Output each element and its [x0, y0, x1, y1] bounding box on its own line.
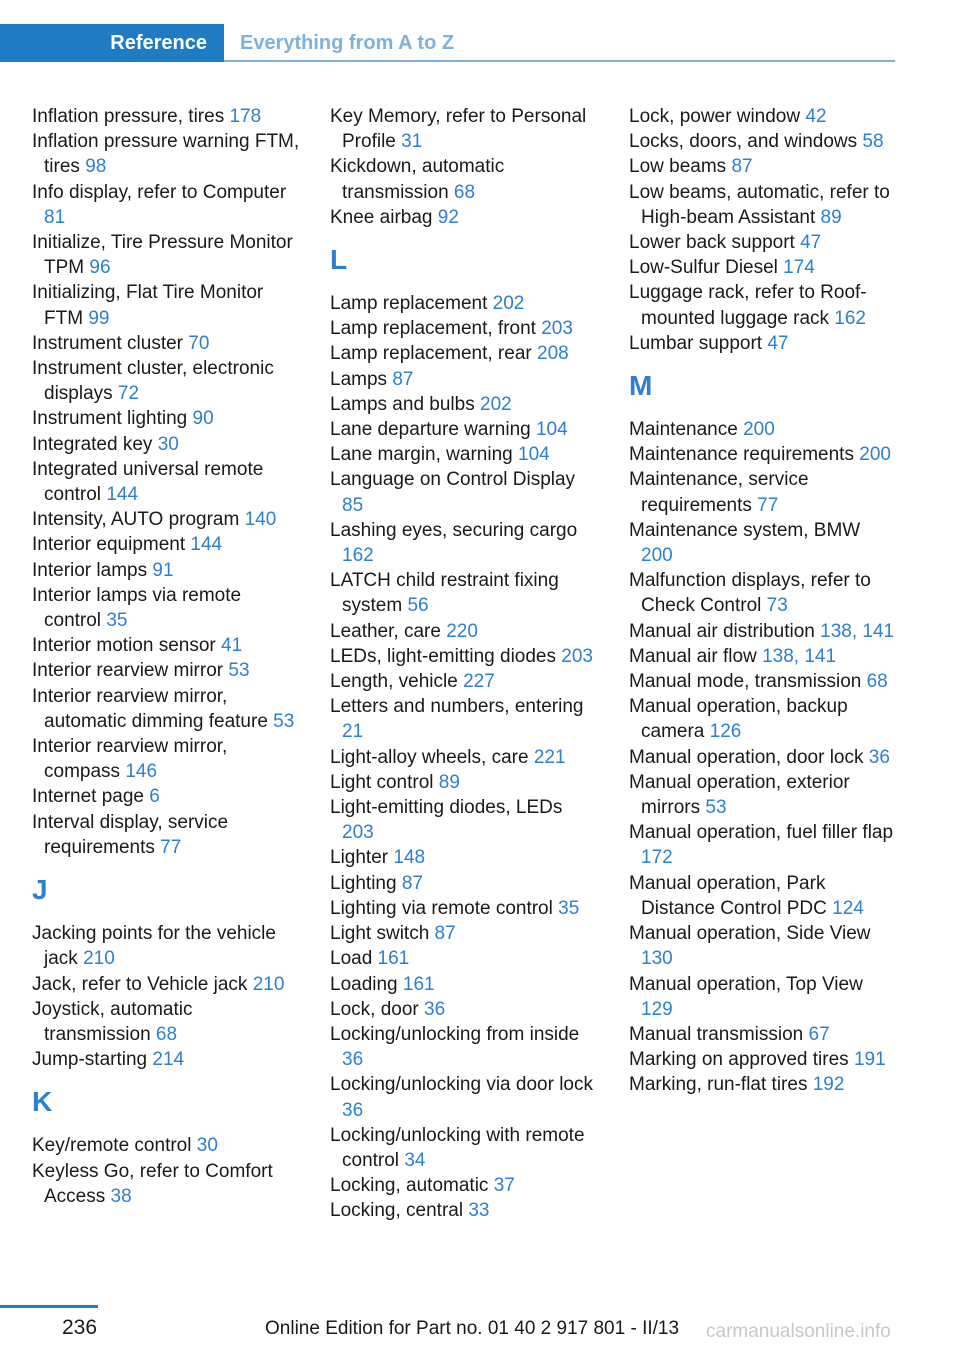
- index-entry: [330, 669, 598, 694]
- page-reference-link[interactable]: 68: [155, 1023, 178, 1045]
- section-tab[interactable]: Reference: [0, 24, 224, 62]
- index-entry: [629, 820, 897, 870]
- page-reference-link[interactable]: 90: [192, 408, 214, 430]
- index-entry-text: Load: [330, 948, 378, 970]
- index-entry-text: Jack, refer to Vehicle jack: [32, 973, 253, 995]
- index-entry-text: Manual air flow: [629, 645, 763, 667]
- index-entry-text: Lower back support: [629, 232, 801, 254]
- page-reference-link[interactable]: 41: [221, 635, 243, 657]
- index-entry: [330, 896, 598, 921]
- index-entry-text: Interior rearview mirror: [32, 660, 229, 682]
- index-entry: [629, 154, 897, 179]
- index-entry-text: Manual operation, Top View: [629, 973, 863, 995]
- index-entry-text: Interval display, service requirements: [32, 811, 229, 858]
- page-reference-link[interactable]: 98: [85, 156, 107, 178]
- footer-rule: [0, 1305, 98, 1308]
- index-entry-text: Manual transmission: [629, 1023, 809, 1045]
- index-entry: [330, 1173, 598, 1198]
- index-entry-text: Marking, run-flat tires: [629, 1074, 813, 1096]
- page-reference-link[interactable]: 202: [480, 393, 512, 415]
- index-entry: [32, 180, 300, 230]
- index-entry-text: Locking, automatic: [330, 1175, 494, 1197]
- index-entry-text: Key/remote control: [32, 1135, 197, 1157]
- page-reference-link[interactable]: 148: [393, 847, 426, 869]
- index-entry: [330, 1198, 598, 1223]
- page-reference-link[interactable]: 77: [160, 836, 182, 858]
- index-entry-text: Lock, power window: [629, 106, 806, 127]
- index-entry: [330, 392, 598, 417]
- page-reference-link[interactable]: 192: [812, 1074, 845, 1096]
- page-reference-link[interactable]: 37: [493, 1175, 515, 1197]
- index-entry-text: Locking/unlocking with remote control: [330, 1124, 585, 1171]
- index-letter-heading: K: [32, 1086, 53, 1118]
- index-entry-text: Lumbar support: [629, 332, 768, 354]
- page-reference-link[interactable]: 77: [757, 494, 779, 516]
- page-reference-link[interactable]: 36: [868, 746, 890, 768]
- page-reference-link[interactable]: 36: [342, 1049, 364, 1071]
- page-reference-link[interactable]: 92: [437, 206, 459, 228]
- index-entry-text: Language on Control Display: [330, 469, 576, 491]
- index-entry-text: Key Memory, refer to Personal Profile: [330, 106, 587, 153]
- index-entry: [629, 180, 897, 230]
- page-reference-link[interactable]: 162: [342, 545, 374, 567]
- index-entry-text: LATCH child restraint fixing system: [330, 570, 559, 617]
- page-reference-link[interactable]: 138, 141: [762, 645, 837, 667]
- index-entry: [330, 442, 598, 467]
- page-reference-link[interactable]: 72: [117, 383, 140, 405]
- index-entry-text: Lighting via remote control: [330, 897, 559, 919]
- page-reference-link[interactable]: 210: [83, 948, 115, 970]
- index-entry-text: Marking on approved tires: [629, 1049, 854, 1071]
- index-entry: [330, 367, 598, 392]
- page-reference-link[interactable]: 200: [641, 545, 673, 567]
- index-entry: [629, 467, 897, 517]
- index-column-3: [629, 104, 897, 1098]
- page-reference-link[interactable]: 30: [157, 433, 179, 455]
- index-entry-text: Locking/unlocking via door lock: [330, 1074, 593, 1096]
- index-entry: [330, 946, 598, 971]
- page-reference-link[interactable]: 70: [188, 332, 210, 354]
- index-entry-text: Manual operation, fuel filler flap: [629, 822, 894, 844]
- watermark: carmanualsonline.info: [706, 1321, 891, 1342]
- page-reference-link[interactable]: 42: [805, 106, 827, 127]
- index-entry: [330, 795, 598, 845]
- page-reference-link[interactable]: 200: [743, 419, 775, 441]
- index-entry: [330, 694, 598, 744]
- index-entry-text: Low beams, automatic, refer to High-beam Assistant: [629, 181, 890, 228]
- index-entry: [330, 568, 598, 618]
- index-entry: [629, 255, 897, 280]
- index-entry: [629, 442, 897, 467]
- index-entry: [629, 694, 897, 744]
- index-entry-text: Lighter: [330, 847, 394, 869]
- index-entry-text: Lamps and bulbs: [330, 393, 480, 415]
- index-entry-text: Inflation pressure warning FTM, tires: [32, 131, 300, 178]
- breadcrumb[interactable]: Everything from A to Z: [240, 32, 455, 54]
- page-reference-link[interactable]: 146: [125, 761, 158, 783]
- page-reference-link[interactable]: 53: [705, 797, 727, 819]
- index-entry-text: Interior rearview mirror, automatic dimming feature: [32, 685, 274, 732]
- index-entry: [330, 291, 598, 316]
- index-entry-text: Manual air distribution: [629, 620, 821, 642]
- index-entry: [32, 532, 300, 557]
- index-entry-text: Instrument cluster, electronic displays: [32, 358, 274, 405]
- page-reference-link[interactable]: 140: [244, 509, 277, 531]
- index-entry: [629, 871, 897, 921]
- page-reference-link[interactable]: 221: [533, 746, 566, 768]
- index-entry: [330, 518, 598, 568]
- index-entry: [32, 972, 300, 997]
- index-entry-text: Low beams: [629, 156, 732, 178]
- page-reference-link[interactable]: 144: [190, 534, 223, 556]
- index-entry: [330, 770, 598, 795]
- index-entry-text: Internet page: [32, 786, 150, 808]
- page-reference-link[interactable]: 203: [561, 645, 593, 667]
- page-reference-link[interactable]: 200: [859, 444, 891, 466]
- index-entry-text: Integrated key: [32, 433, 158, 455]
- page-reference-link[interactable]: 214: [152, 1049, 185, 1071]
- index-entry: [32, 432, 300, 457]
- page-reference-link[interactable]: 124: [832, 897, 864, 919]
- index-entry: [32, 810, 300, 860]
- index-entry-text: Jacking points for the vehicle jack: [32, 923, 276, 970]
- page-reference-link[interactable]: 174: [783, 257, 815, 279]
- page-reference-link[interactable]: 161: [402, 973, 435, 995]
- page-reference-link[interactable]: 178: [229, 106, 262, 127]
- page-reference-link[interactable]: 33: [468, 1200, 490, 1222]
- index-entry-text: Lashing eyes, securing cargo: [330, 519, 578, 541]
- page-reference-link[interactable]: 203: [342, 822, 374, 844]
- index-entry-text: Letters and numbers, entering: [330, 696, 584, 718]
- index-entry: [629, 745, 897, 770]
- page-reference-link[interactable]: 144: [106, 484, 139, 506]
- index-entry-text: Manual operation, Side View: [629, 923, 871, 945]
- index-entry: [32, 558, 300, 583]
- index-entry: [32, 356, 300, 406]
- index-entry-text: Light control: [330, 771, 439, 793]
- index-entry-text: Lane margin, warning: [330, 444, 518, 466]
- page-reference-link[interactable]: 68: [866, 671, 888, 693]
- page-reference-link[interactable]: 47: [800, 232, 822, 254]
- page-reference-link[interactable]: 56: [407, 595, 429, 617]
- page-reference-link[interactable]: 129: [641, 998, 673, 1020]
- page-reference-link[interactable]: 36: [342, 1099, 364, 1121]
- index-entry-text: Kickdown, automatic transmission: [330, 156, 505, 203]
- index-entry-text: Manual operation, door lock: [629, 746, 869, 768]
- index-entry: [32, 406, 300, 431]
- index-entry-text: Lamps: [330, 368, 393, 390]
- page-reference-link[interactable]: 96: [89, 257, 111, 279]
- index-entry: [330, 316, 598, 341]
- index-entry-text: Locks, doors, and windows: [629, 131, 863, 153]
- index-entry: [32, 658, 300, 683]
- index-entry-text: Lane departure warning: [330, 419, 536, 441]
- index-entry-text: Interior lamps via remote control: [32, 584, 242, 632]
- index-entry-text: Lighting: [330, 872, 402, 894]
- index-entry-text: Luggage rack, refer to Roof-mounted luggage rack: [629, 282, 867, 329]
- index-entry-text: LEDs, light-emitting diodes: [330, 645, 562, 667]
- page-reference-link[interactable]: 47: [767, 332, 789, 354]
- index-entry: [629, 921, 897, 971]
- index-entry: [629, 331, 897, 356]
- index-entry: [32, 104, 300, 129]
- page-reference-link[interactable]: 87: [731, 156, 753, 178]
- page-reference-link[interactable]: 162: [834, 307, 866, 329]
- index-entry-text: Initialize, Tire Pressure Monitor TPM: [32, 232, 293, 279]
- page-reference-link[interactable]: 35: [106, 610, 128, 632]
- index-entry-text: Integrated universal remote control: [32, 458, 264, 506]
- index-entry: [629, 644, 897, 669]
- index-entry-text: Manual mode, transmission: [629, 671, 867, 693]
- index-entry: [629, 1047, 897, 1072]
- index-entry: [629, 972, 897, 1022]
- index-entry-text: Manual operation, backup camera: [629, 696, 848, 743]
- index-entry: [32, 230, 300, 280]
- index-entry: [32, 583, 300, 633]
- index-entry: [330, 1123, 598, 1173]
- index-entry: [330, 644, 598, 669]
- index-entry-text: Interior equipment: [32, 534, 191, 556]
- index-entry-text: Inflation pressure, tires: [32, 106, 230, 127]
- index-entry: [32, 734, 300, 784]
- index-entry-text: Initializing, Flat Tire Monitor FTM: [32, 282, 264, 329]
- index-entry: [330, 154, 598, 204]
- index-entry: [629, 280, 897, 330]
- page-reference-link[interactable]: 208: [537, 343, 569, 365]
- index-entry-text: Lamp replacement, rear: [330, 343, 537, 365]
- index-entry: [32, 331, 300, 356]
- index-entry: [330, 997, 598, 1022]
- index-column-2: [330, 104, 598, 1224]
- index-entry-text: Low-Sulfur Diesel: [629, 257, 784, 279]
- page-reference-link[interactable]: 104: [535, 419, 568, 441]
- page-reference-link[interactable]: 227: [463, 671, 495, 693]
- index-entry-text: Manual operation, exterior mirrors: [629, 771, 850, 819]
- index-entry-text: Joystick, automatic transmission: [32, 998, 193, 1045]
- page-reference-link[interactable]: 89: [820, 206, 842, 228]
- index-entry-text: Light-emitting diodes, LEDs: [330, 797, 563, 819]
- index-entry: [629, 669, 897, 694]
- index-entry-text: Instrument cluster: [32, 332, 189, 354]
- page-reference-link[interactable]: 30: [196, 1135, 218, 1157]
- index-entry-text: Maintenance, service requirements: [629, 469, 809, 516]
- index-entry-text: Jump-starting: [32, 1049, 153, 1071]
- page-reference-link[interactable]: 31: [401, 131, 423, 153]
- page-reference-link[interactable]: 210: [252, 973, 285, 995]
- index-entry: [330, 921, 598, 946]
- index-entry-text: Locking, central: [330, 1200, 469, 1222]
- index-entry: [330, 467, 598, 517]
- page-reference-link[interactable]: 104: [518, 444, 550, 466]
- page-reference-link[interactable]: 53: [228, 660, 250, 682]
- page-reference-link[interactable]: 67: [808, 1023, 830, 1045]
- index-letter-heading: J: [32, 874, 48, 906]
- index-entry-text: Lamp replacement, front: [330, 318, 542, 340]
- page-reference-link[interactable]: 191: [853, 1049, 886, 1071]
- index-entry: [330, 1072, 598, 1122]
- index-entry: [629, 129, 897, 154]
- index-entry: [32, 997, 300, 1047]
- index-entry: [32, 921, 300, 971]
- index-entry: [32, 457, 300, 507]
- index-entry: [32, 129, 300, 179]
- index-entry-text: Maintenance system, BMW: [629, 519, 861, 541]
- index-entry: [629, 619, 897, 644]
- index-entry-text: Locking/unlocking from inside: [330, 1023, 580, 1045]
- page-reference-link[interactable]: 138, 141: [820, 620, 895, 642]
- header-divider: [224, 60, 895, 62]
- index-entry: [32, 784, 300, 809]
- index-entry-text: Interior rearview mirror, compass: [32, 736, 228, 783]
- page-reference-link[interactable]: 87: [401, 872, 423, 894]
- index-entry-text: Manual operation, Park Distance Control PDC: [629, 872, 833, 919]
- page-reference-link[interactable]: 161: [377, 948, 410, 970]
- index-entry: [629, 104, 897, 129]
- index-entry-text: Info display, refer to Computer: [32, 181, 287, 203]
- page-reference-link[interactable]: 87: [434, 923, 456, 945]
- index-entry-text: Length, vehicle: [330, 671, 464, 693]
- index-entry-text: Instrument lighting: [32, 408, 193, 430]
- index-entry-text: Knee airbag: [330, 206, 438, 228]
- page-reference-link[interactable]: 6: [149, 786, 160, 808]
- index-entry: [32, 684, 300, 734]
- page-reference-link[interactable]: 85: [342, 494, 364, 516]
- page-reference-link[interactable]: 202: [492, 293, 525, 315]
- page-reference-link[interactable]: 89: [438, 771, 460, 793]
- page-reference-link[interactable]: 73: [766, 595, 788, 617]
- index-entry: [629, 230, 897, 255]
- index-entry-text: Lamp replacement: [330, 293, 493, 315]
- page-reference-link[interactable]: 126: [709, 721, 742, 743]
- page-reference-link[interactable]: 38: [110, 1185, 132, 1207]
- index-entry: [330, 871, 598, 896]
- index-entry: [32, 280, 300, 330]
- index-entry-text: Light switch: [330, 923, 435, 945]
- page-reference-link[interactable]: 81: [44, 206, 66, 228]
- page-reference-link[interactable]: 68: [453, 181, 476, 203]
- page-reference-link[interactable]: 220: [446, 620, 478, 642]
- index-entry: [330, 845, 598, 870]
- index-entry: [330, 205, 598, 230]
- index-entry: [629, 1072, 897, 1097]
- page-reference-link[interactable]: 91: [152, 559, 174, 581]
- page-header: [0, 24, 895, 62]
- index-entry: [629, 568, 897, 618]
- page-reference-link[interactable]: 87: [392, 368, 414, 390]
- index-entry: [330, 745, 598, 770]
- index-letter-heading: M: [629, 370, 653, 402]
- index-entry-text: Interior motion sensor: [32, 635, 222, 657]
- index-entry-text: Intensity, AUTO program: [32, 509, 245, 531]
- page-reference-link[interactable]: 36: [424, 998, 446, 1020]
- page-reference-link[interactable]: 203: [541, 318, 573, 340]
- index-entry-text: Maintenance requirements: [629, 444, 860, 466]
- edition-note: Online Edition for Part no. 01 40 2 917 801 - II/13: [265, 1318, 680, 1339]
- index-entry: [32, 1047, 300, 1072]
- index-entry-text: Interior lamps: [32, 559, 153, 581]
- index-entry: [330, 104, 598, 154]
- index-entry: [32, 507, 300, 532]
- index-entry: [330, 417, 598, 442]
- index-entry: [330, 1022, 598, 1072]
- index-entry-text: Keyless Go, refer to Comfort Access: [32, 1160, 273, 1207]
- index-entry-text: Lock, door: [330, 998, 424, 1020]
- page-reference-link[interactable]: 172: [641, 847, 673, 869]
- index-entry-text: Maintenance: [629, 419, 744, 441]
- page-number: 236: [62, 1316, 98, 1339]
- page-reference-link[interactable]: 130: [641, 948, 673, 970]
- index-entry-text: Light-alloy wheels, care: [330, 746, 534, 768]
- index-entry: [629, 518, 897, 568]
- index-entry: [32, 633, 300, 658]
- index-entry-text: Malfunction displays, refer to Check Control: [629, 570, 871, 617]
- index-entry: [32, 1133, 300, 1158]
- page-reference-link[interactable]: 35: [558, 897, 580, 919]
- page-reference-link[interactable]: 58: [862, 131, 884, 153]
- page-reference-link[interactable]: 53: [273, 710, 295, 732]
- page-reference-link[interactable]: 99: [88, 307, 110, 329]
- index-entry-text: Loading: [330, 973, 403, 995]
- index-entry: [330, 972, 598, 997]
- index-entry-text: Leather, care: [330, 620, 447, 642]
- index-entry: [330, 341, 598, 366]
- index-entry: [32, 1159, 300, 1209]
- index-entry: [330, 619, 598, 644]
- index-entry: [629, 1022, 897, 1047]
- index-entry: [629, 417, 897, 442]
- page-reference-link[interactable]: 34: [404, 1149, 426, 1171]
- page-reference-link[interactable]: 21: [342, 721, 364, 743]
- index-entry: [629, 770, 897, 820]
- index-column-1: [32, 104, 300, 1209]
- index-letter-heading: L: [330, 244, 348, 276]
